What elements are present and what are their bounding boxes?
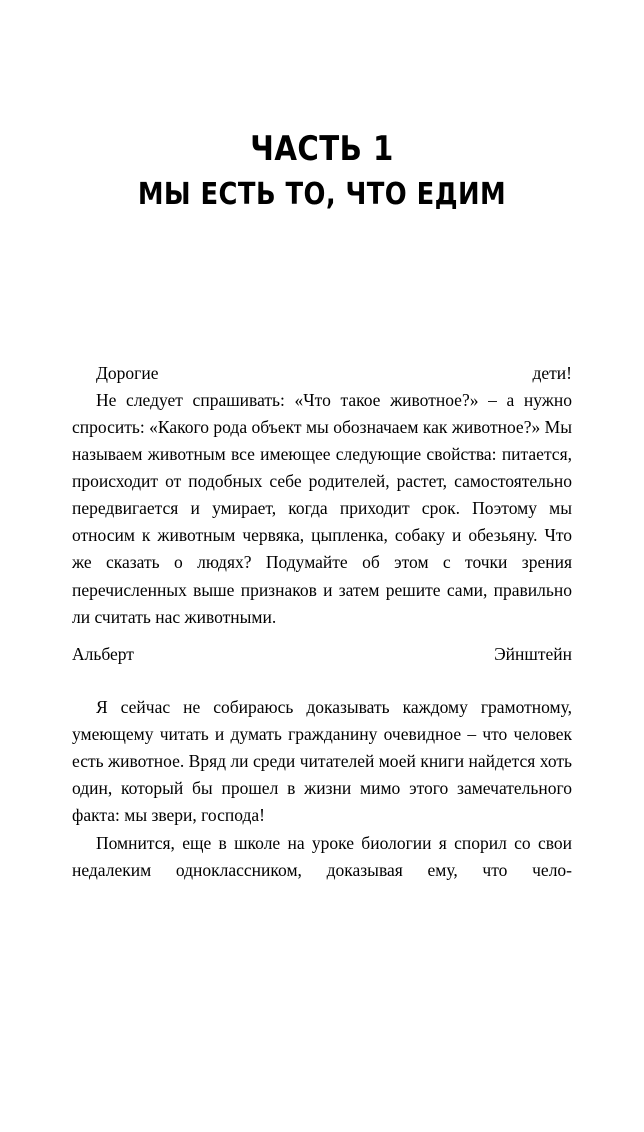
part-title: МЫ ЕСТЬ ТО, ЧТО ЕДИМ (137, 177, 507, 212)
epigraph-paragraph: Не следует спрашивать: «Что такое животное?» – а нужно спросить: «Какого рода объект мы обозначаем как животное?» Мы называем животным все имеющее следующие свойства: питается, происходит от подобных себе родителей, растет, самостоятельно передвигается и умирает, когда приходит срок. Поэтому мы относим к животным червяка, цыпленка, собаку и обезьяну. Что же сказать о людях? Подумайте об этом с точки зрения перечисленных выше признаков и затем решите сами, правильно ли считать нас животными. (72, 389, 572, 627)
book-page (0, 129, 644, 1132)
epigraph-block (72, 360, 572, 668)
body-text (72, 694, 572, 884)
epigraph-attribution: Альберт Эйнштейн (72, 643, 572, 664)
body-paragraph-1: Я сейчас не собираюсь доказывать каждому грамотному, умеющему читать и думать гражданину очевидное – что человек есть животное. Вряд ли среди читателей моей книги найдется хоть один, который бы прошел в жизни мимо этого замечательного факта: мы звери, господа! (72, 696, 572, 826)
body-paragraph-2: Помнится, еще в школе на уроке биологии я спорил со свои недалеким одноклассником, доказывая ему, что чело- (72, 832, 572, 880)
part-heading (72, 129, 572, 212)
part-number: ЧАСТЬ 1 (250, 129, 394, 169)
epigraph-salutation: Дорогие дети! (96, 362, 572, 383)
